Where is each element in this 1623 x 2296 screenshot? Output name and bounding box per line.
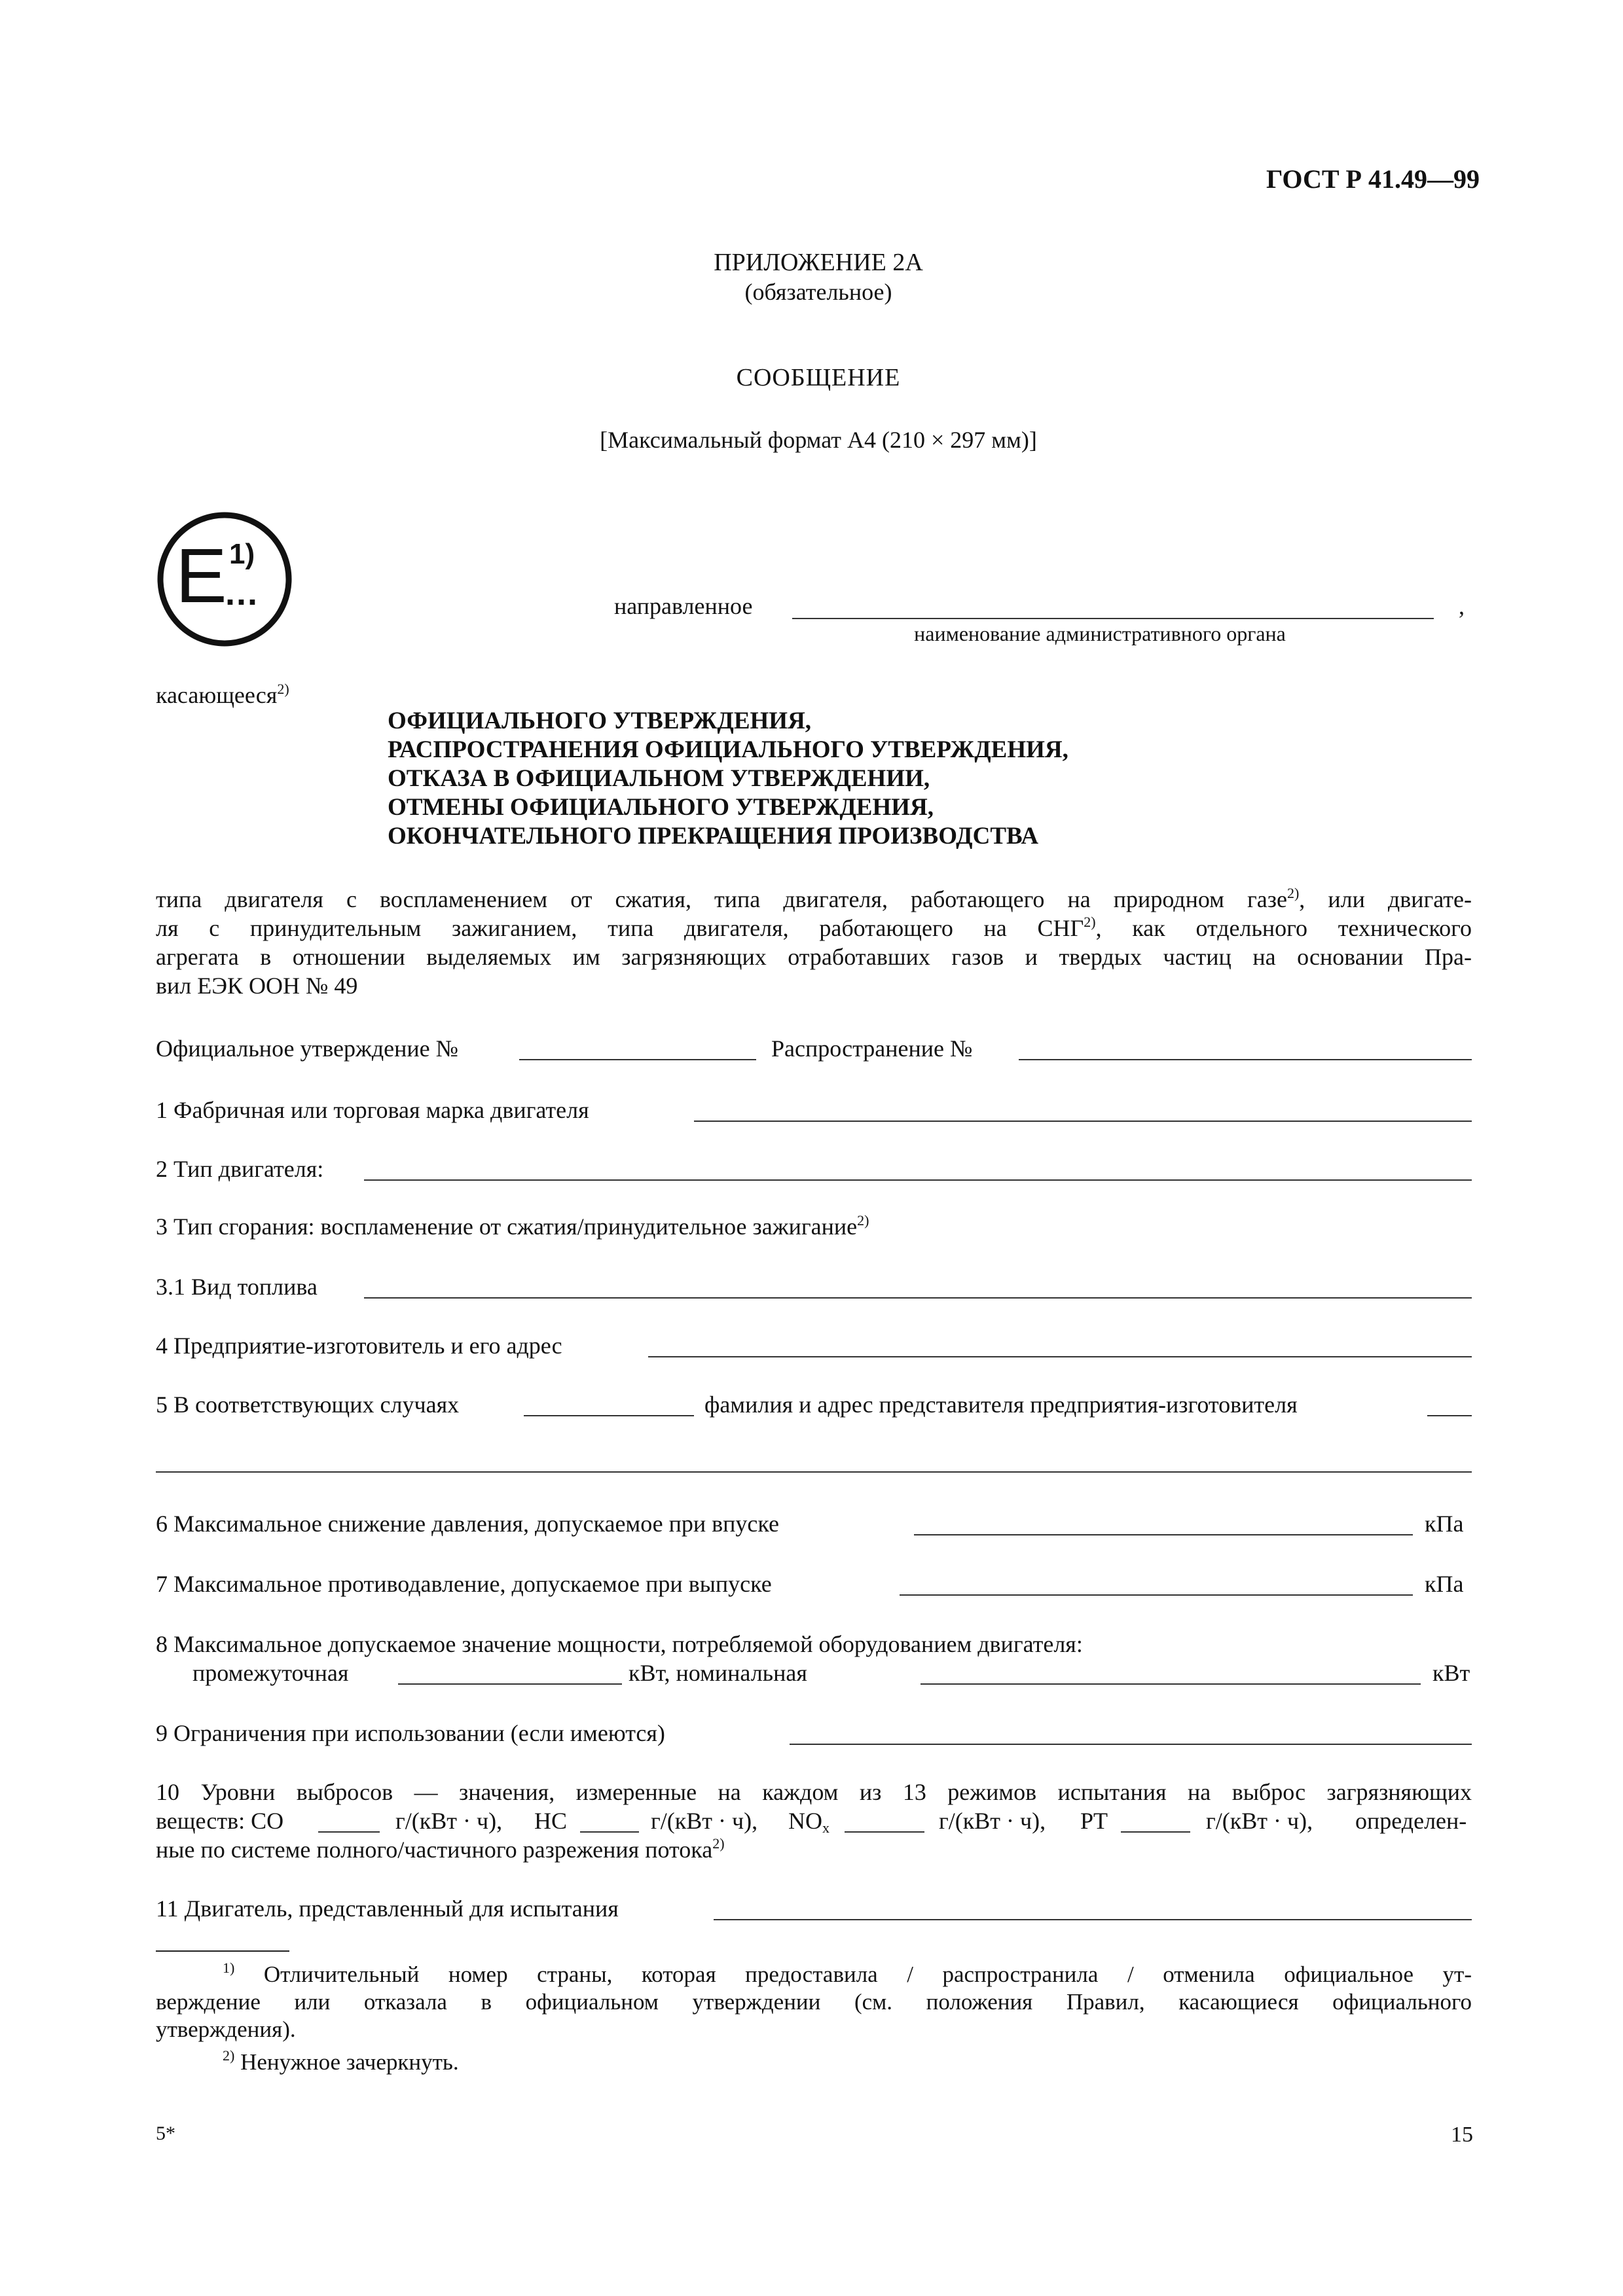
appendix-status: (обязательное) (744, 279, 892, 305)
field-label: 8 Максимальное допускаемое значение мощности, потребляемой оборудованием двигателя: (156, 1631, 1083, 1657)
field-label: PT (1080, 1808, 1108, 1834)
document-title: СООБЩЕНИЕ (736, 364, 901, 391)
footnote-ref: 2) (1286, 885, 1300, 901)
footnote-line (156, 1961, 1472, 1988)
approval-mark-letter: E (175, 533, 227, 619)
extension-number-field[interactable] (1019, 1059, 1472, 1060)
intro-text: , как отдельного технического (1095, 915, 1472, 941)
field-row-8 (156, 1630, 1472, 1659)
field-label: 4 Предприятие-изготовитель и его адрес (156, 1333, 562, 1359)
footnote-ref: 2) (712, 1835, 725, 1852)
intro-text: , или двигате- (1299, 886, 1472, 912)
sheet-mark: 5* (156, 2123, 175, 2144)
field-row-10-end (156, 1835, 1472, 1864)
nox-value-field[interactable] (845, 1831, 924, 1833)
footnote-text: Ненужное зачеркнуть. (240, 2049, 459, 2075)
field-label: 6 Максимальное снижение давления, допускаемое при впуске (156, 1511, 779, 1537)
intro-line (156, 914, 1472, 942)
appendix-title: ПРИЛОЖЕНИЕ 2А (714, 249, 923, 276)
page-number: 15 (1451, 2123, 1473, 2147)
intro-line (156, 885, 1472, 914)
footnote-ref: 2) (277, 681, 289, 697)
field-row-2 (156, 1155, 1472, 1183)
addressed-caption: наименование административного органа (914, 622, 1286, 645)
concerning-item: ОФИЦИАЛЬНОГО УТВЕРЖДЕНИЯ, (388, 708, 812, 734)
addressed-label: направленное (614, 593, 753, 619)
field-row-5 (156, 1390, 1472, 1419)
field-label: HC (534, 1808, 568, 1834)
field-label: 3.1 Вид топлива (156, 1274, 318, 1300)
footnote-ref: 2) (1084, 914, 1096, 930)
approval-number-row (156, 1034, 1472, 1063)
concerning-label-text: касающееся (156, 682, 278, 708)
footnote-mark: 1) (223, 1960, 235, 1976)
footnote-2 (223, 2049, 459, 2076)
field-label (156, 1835, 725, 1864)
footnote-text: Отличительный номер страны, которая предоставила / распространила / отменила официальное ут- (263, 1962, 1472, 1987)
field-input-line[interactable] (364, 1297, 1472, 1299)
footnote-line: верждение или отказала в официальном утверждении (см. положения Правил, касающиеся официального (156, 1989, 1472, 2015)
field-unit: г/(кВт · ч), (939, 1808, 1046, 1834)
hc-value-field[interactable] (580, 1831, 639, 1833)
field-unit: г/(кВт · ч), (395, 1808, 503, 1834)
nox-subscript: x (822, 1820, 830, 1836)
field-row-4 (156, 1331, 1472, 1360)
field-unit: кПа (1425, 1571, 1464, 1597)
field-unit: г/(кВт · ч), (1206, 1808, 1313, 1834)
concerning-item: ОКОНЧАТЕЛЬНОГО ПРЕКРАЩЕНИЯ ПРОИЗВОДСТВА (388, 823, 1039, 850)
intro-line: агрегата в отношении выделяемых им загрязняющих отработавших газов и твердых частиц на основании Пра- (156, 944, 1472, 970)
field-label: 2 Тип двигателя: (156, 1156, 324, 1182)
power-intermediate-field[interactable] (398, 1683, 622, 1685)
field-row-3-1 (156, 1272, 1472, 1301)
footnote-mark: 2) (223, 2047, 235, 2064)
field-input-line[interactable] (1427, 1415, 1472, 1416)
extension-number-label: Распространение № (771, 1035, 973, 1062)
field-input-line[interactable] (900, 1594, 1413, 1596)
field-label (788, 1806, 830, 1835)
approval-number-field[interactable] (519, 1059, 756, 1060)
field-row-9 (156, 1719, 1472, 1748)
power-rated-field[interactable] (921, 1683, 1421, 1685)
field-5-continuation-line[interactable] (156, 1471, 1472, 1473)
addressed-comma: , (1459, 593, 1465, 619)
field-row-3 (156, 1212, 1472, 1241)
footnote-separator (156, 1950, 289, 1952)
field-label: веществ: СО (156, 1808, 284, 1834)
field-row-10: 10 Уровни выбросов — значения, измеренные на каждом из 13 режимов испытания на выброс загрязняющих (156, 1779, 1472, 1805)
approval-mark-logo (156, 511, 293, 648)
field-label: фамилия и адрес представителя предприятия-изготовителя (704, 1391, 1298, 1418)
footnote-line: утверждения). (156, 2017, 296, 2042)
field-unit: кВт, номинальная (629, 1660, 807, 1686)
field-input-line[interactable] (914, 1534, 1413, 1535)
field-input-line[interactable] (648, 1356, 1472, 1357)
concerning-item: РАСПРОСТРАНЕНИЯ ОФИЦИАЛЬНОГО УТВЕРЖДЕНИЯ, (388, 736, 1068, 763)
field-row-6 (156, 1509, 1472, 1538)
field-label (156, 1212, 869, 1241)
field-unit: г/(кВт · ч), (651, 1808, 758, 1834)
field-label: 11 Двигатель, представленный для испытания (156, 1895, 619, 1922)
field-label: 5 В соответствующих случаях (156, 1391, 460, 1418)
field-label: определен- (1355, 1808, 1467, 1834)
concerning-items (388, 707, 1068, 851)
field-label-text: 3 Тип сгорания: воспламенение от сжатия/принудительное зажигание (156, 1213, 858, 1240)
field-label: 7 Максимальное противодавление, допускаемое при выпуске (156, 1571, 772, 1597)
footnote-1 (156, 1961, 1472, 2043)
field-input-line[interactable] (364, 1179, 1472, 1181)
field-input-line[interactable] (714, 1919, 1472, 1920)
field-unit: кПа (1425, 1511, 1464, 1537)
field-row-11 (156, 1894, 1472, 1923)
field-row-8-values (156, 1659, 1472, 1687)
pt-value-field[interactable] (1121, 1831, 1190, 1833)
intro-text: типа двигателя с воспламенением от сжатия, типа двигателя, работающего на природном газе (156, 886, 1287, 912)
footnote-ref: 2) (857, 1212, 869, 1229)
field-label: 9 Ограничения при использовании (если имеются) (156, 1720, 665, 1746)
nox-label: NO (788, 1808, 822, 1834)
approval-mark-dots: ... (225, 573, 259, 613)
intro-paragraph (156, 885, 1472, 1000)
field-label: промежуточная (192, 1660, 349, 1686)
field-row-10-values (156, 1806, 1472, 1835)
approval-mark-superscript: 1) (229, 538, 255, 570)
field-input-line[interactable] (694, 1121, 1472, 1122)
concerning-label (156, 681, 289, 709)
intro-text: ля с принудительным зажиганием, типа двигателя, работающего на СНГ (156, 915, 1084, 941)
concerning-item: ОТМЕНЫ ОФИЦИАЛЬНОГО УТВЕРЖДЕНИЯ, (388, 794, 934, 821)
field-input-line[interactable] (790, 1744, 1472, 1745)
co-value-field[interactable] (318, 1831, 380, 1833)
addressed-field-line[interactable] (792, 618, 1434, 619)
field-unit: кВт (1432, 1660, 1470, 1686)
intro-line: вил ЕЭК ООН № 49 (156, 973, 358, 999)
approval-number-label: Официальное утверждение № (156, 1035, 459, 1062)
field-label: 1 Фабричная или торговая марка двигателя (156, 1097, 589, 1123)
field-row-1 (156, 1096, 1472, 1124)
concerning-item: ОТКАЗА В ОФИЦИАЛЬНОМ УТВЕРЖДЕНИИ, (388, 765, 930, 792)
field-label-text: ные по системе полного/частичного разрежения потока (156, 1837, 713, 1863)
format-note: [Максимальный формат А4 (210 × 297 мм)] (600, 427, 1037, 453)
field-row-7 (156, 1570, 1472, 1598)
field-input-line[interactable] (524, 1415, 694, 1416)
standard-number: ГОСТ Р 41.49—99 (1266, 164, 1480, 194)
